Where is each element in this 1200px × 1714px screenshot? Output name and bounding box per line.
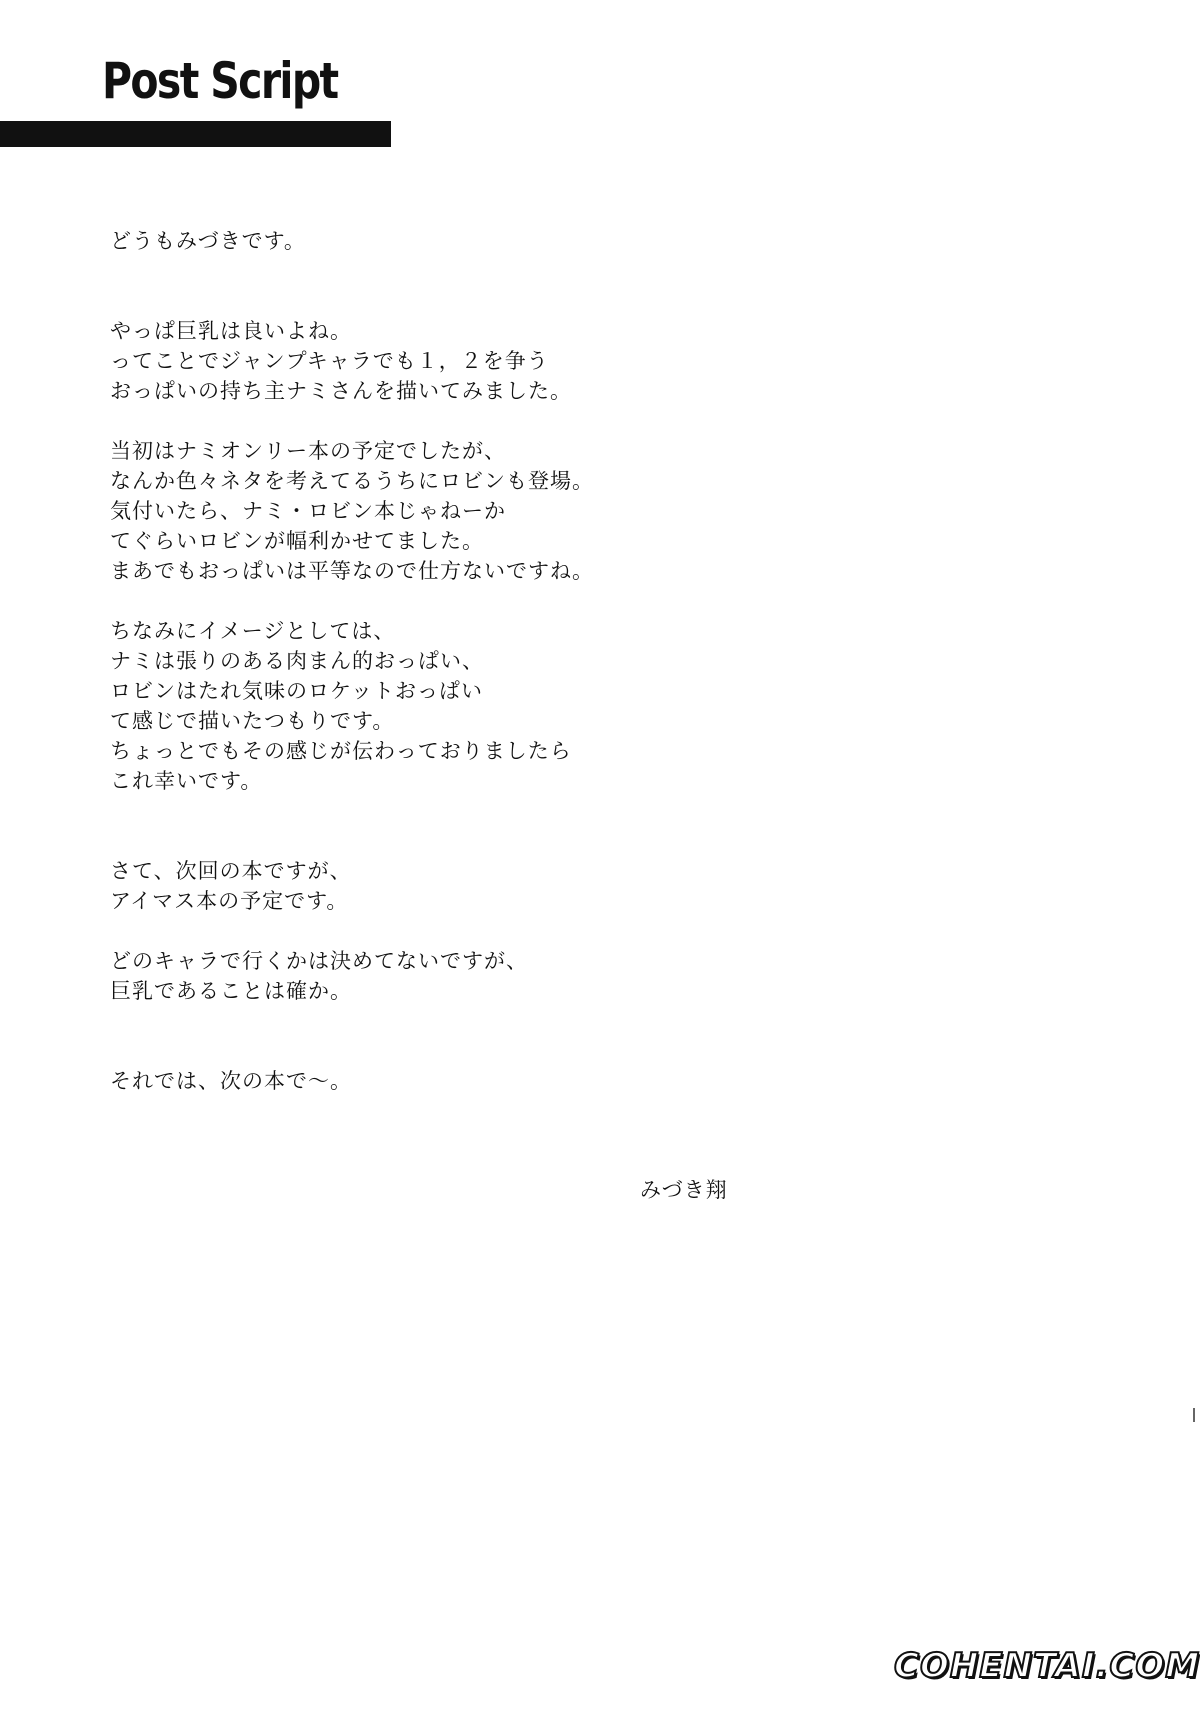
paragraph-greeting [110,226,830,256]
page-title: Post Script [102,52,338,110]
text-line: て感じで描いたつもりです。 [110,709,395,733]
title-underline-bar [0,121,391,147]
paragraph-image [110,616,830,796]
author-signature: みづき翔 [640,1178,728,1202]
text-line: 当初はナミオンリー本の予定でしたが、 [110,439,506,463]
paragraph-next-book [110,856,830,916]
text-line: 気付いたら、ナミ・ロビン本じゃねーか [110,499,506,523]
text-line: アイマス本の予定です。 [110,889,349,913]
paragraph-character [110,946,830,1006]
text-line: やっぱ巨乳は良いよね。 [110,319,352,343]
text-line: ちなみにイメージとしては、 [110,619,396,643]
text-line: ナミは張りのある肉まん的おっぱい、 [110,649,484,673]
text-line: おっぱいの持ち主ナミさんを描いてみました。 [110,379,572,403]
page-edge-mark [1193,1408,1200,1422]
paragraph-plan [110,436,830,586]
site-watermark: COHENTAI.COM [894,1646,1200,1686]
text-line: 巨乳であることは確か。 [110,979,352,1003]
text-line: これ幸いです。 [110,769,263,793]
text-line: てぐらいロビンが幅利かせてました。 [110,529,484,553]
text-line: なんか色々ネタを考えてるうちにロビンも登場。 [110,469,594,493]
postscript-body [110,226,830,1096]
paragraph-intro [110,316,830,406]
text-line: ってことでジャンプキャラでも１，２を争う [110,349,549,373]
text-line: どのキャラで行くかは決めてないですが、 [110,949,528,973]
text-line: ロビンはたれ気味のロケットおっぱい [110,679,483,703]
text-line: それでは、次の本で～。 [110,1069,352,1093]
text-line: どうもみづきです。 [110,229,306,253]
text-line: まあでもおっぱいは平等なので仕方ないですね。 [110,559,594,583]
paragraph-closing [110,1066,830,1096]
text-line: ちょっとでもその感じが伝わっておりましたら [110,739,572,763]
text-line: さて、次回の本ですが、 [110,859,352,883]
